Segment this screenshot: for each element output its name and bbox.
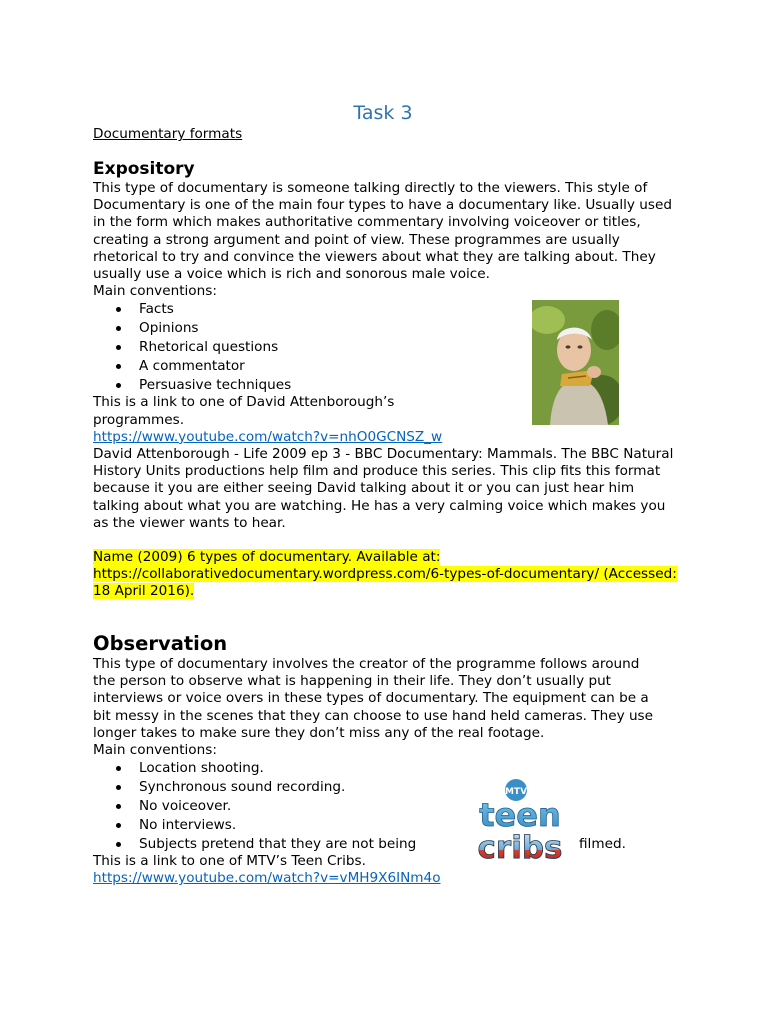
filmed-word: filmed.: [579, 836, 626, 853]
expository-link-intro: This is a link to one of David Attenborough’s programmes.: [93, 394, 395, 428]
presenter-photo-illustration: [532, 300, 619, 425]
list-item: Opinions: [93, 319, 681, 338]
logo-word-cribs: cribs: [477, 830, 563, 862]
list-item: No interviews.: [93, 816, 665, 835]
list-item: Facts: [93, 300, 681, 319]
citation: Name (2009) 6 types of documentary. Available at: https://collaborativedocumentary.wordpress.com/6-types-of-documentary/ (Accessed: 18 April 2016).: [93, 549, 677, 600]
teen-cribs-link[interactable]: https://www.youtube.com/watch?v=vMH9X6INm4o: [93, 870, 441, 887]
expository-description: David Attenborough - Life 2009 ep 3 - BBC Documentary: Mammals. The BBC Natural History Units productions help film and produce this series. This clip fits this format because it you are either seeing David talking about it or you can just hear him talking about what you are watching. He has a very calming voice which makes you as the viewer wants to hear.: [93, 446, 674, 531]
list-item: Synchronous sound recording.: [93, 778, 665, 797]
list-item: [93, 835, 665, 853]
observation-conventions-list: [93, 759, 665, 853]
list-item: Rhetorical questions: [93, 338, 681, 357]
list-item: No voiceover.: [93, 797, 665, 816]
list-item: A commentator: [93, 357, 681, 376]
observation-section: [93, 656, 665, 888]
expository-conventions-label: Main conventions:: [93, 283, 217, 300]
logo-word-teen: teen: [479, 796, 561, 834]
expository-paragraph: This type of documentary is someone talking directly to the viewers. This style of Documentary is one of the main four types to have a documentary like. Usually used in the form which makes authoritative commentary involving voiceover or titles, creating a strong argument and point of view. These programmes are usually rhetorical to try and convince the viewers about what they are talking about. They usually use a voice which is rich and sonorous male voice.: [93, 180, 672, 283]
teen-cribs-logo-graphic: [468, 778, 572, 862]
teen-cribs-logo: [468, 778, 572, 862]
page-title: Task 3: [353, 102, 413, 124]
list-item: Location shooting.: [93, 759, 665, 778]
list-item: Persuasive techniques: [93, 376, 681, 394]
observation-paragraph: This type of documentary involves the creator of the programme follows around the person to observe what is happening in their life. They don’t usually put interviews or voice overs in these types of documentary. The equipment can be a bit messy in the scenes that they can choose to use hand held cameras. They use longer takes to make sure they don’t miss any of the real footage.: [93, 656, 653, 741]
david-attenborough-photo: [532, 300, 619, 425]
list-item-text: Subjects pretend that they are not being: [139, 836, 417, 853]
subtitle: Documentary formats: [93, 126, 243, 142]
observation-heading: Observation: [93, 632, 228, 655]
observation-conventions-label: Main conventions:: [93, 742, 217, 759]
attenborough-link[interactable]: https://www.youtube.com/watch?v=nhO0GCNSZ_w: [93, 428, 443, 445]
expository-heading: Expository: [93, 159, 195, 179]
observation-link-intro: This is a link to one of MTV’s Teen Cribs.: [93, 853, 366, 870]
mtv-badge: MTV: [504, 787, 528, 797]
